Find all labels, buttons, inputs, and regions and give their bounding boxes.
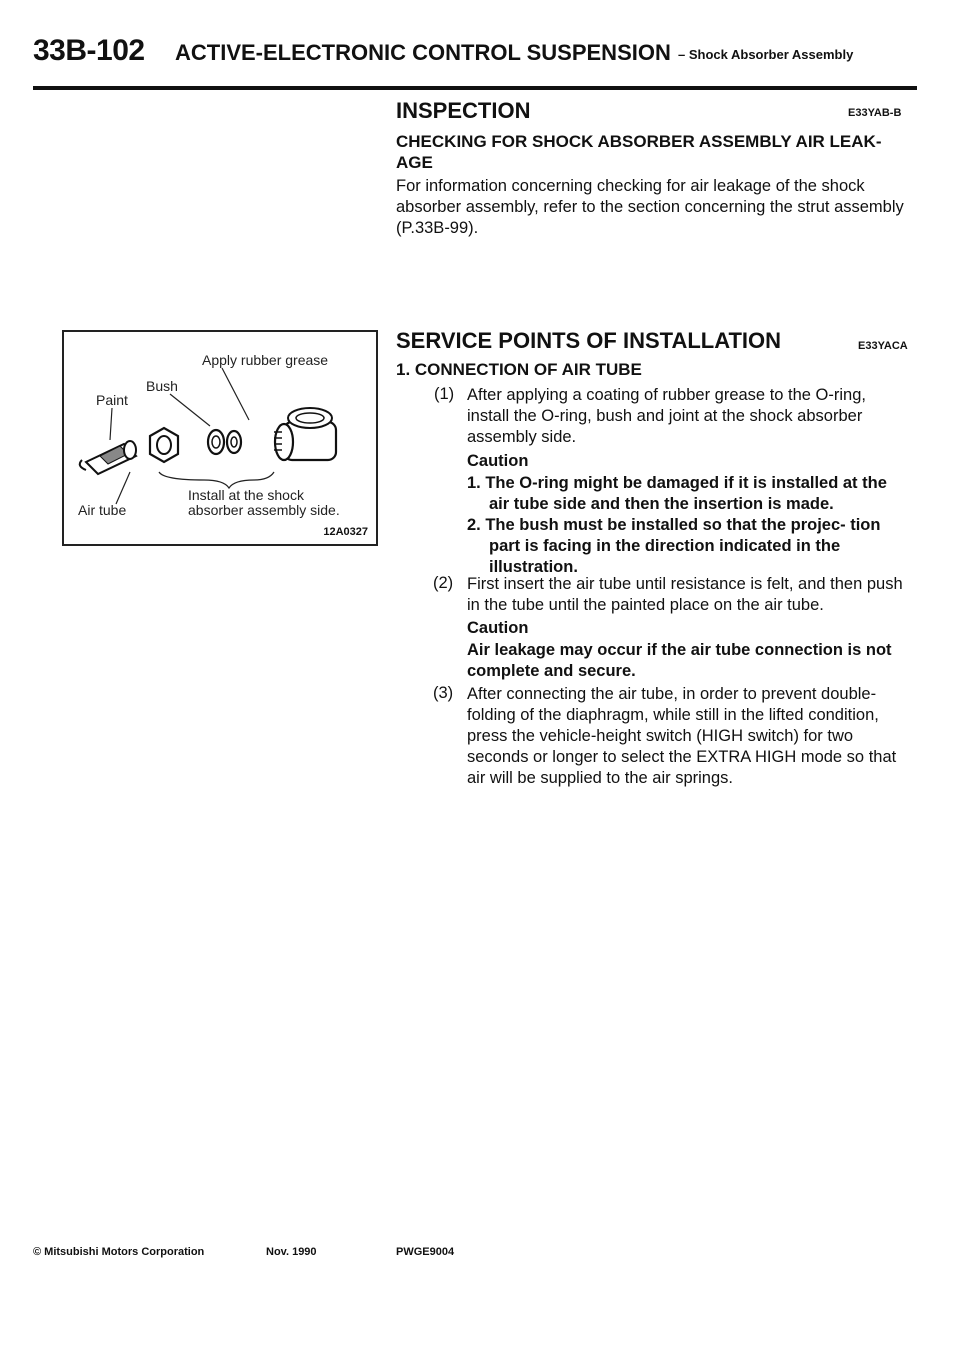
section-title: ACTIVE-ELECTRONIC CONTROL SUSPENSION: [175, 40, 671, 65]
step-3-number: (3): [433, 684, 454, 702]
section-subtitle: – Shock Absorber Assembly: [678, 47, 854, 62]
service-code: E33YACA: [858, 340, 908, 352]
label-air-tube: Air tube: [78, 502, 127, 518]
joint-drawing: [274, 408, 336, 460]
bush-drawing: [208, 430, 241, 454]
service-points-heading: SERVICE POINTS OF INSTALLATION: [396, 328, 782, 353]
air-tube-drawing: [80, 441, 136, 474]
label-bush: Bush: [146, 378, 178, 394]
page-header: [33, 12, 917, 82]
figure-code: 12A0327: [323, 526, 368, 538]
caution-1-title: Caution: [467, 452, 529, 470]
page-number: 33B-102: [33, 34, 145, 67]
step-1-text: After applying a coating of rubber grease to the O-ring, install the O-ring, bush and joint at the shock absorber assembly side.: [467, 386, 866, 446]
step-3-text: After connecting the air tube, in order to prevent double-folding of the diaphragm, while still in the lifted condition, press the vehicle-height switch (HIGH switch) for two seconds or longer to select the EXTRA HIGH mode so that air will be supplied to the air springs.: [467, 685, 897, 787]
caution-2-title: Caution: [467, 619, 529, 637]
step-2-number: (2): [433, 574, 454, 592]
caution-1-item-1: 1. The O-ring might be damaged if it is installed at the air tube side and then the insertion is made.: [467, 474, 887, 513]
drawing: [64, 332, 376, 544]
caution-1-item-2: 2. The bush must be installed so that the projec- tion part is facing in the direction indicated in the illustration.: [467, 516, 881, 576]
header-rule: [33, 86, 917, 90]
inspection-body: For information concerning checking for air leakage of the shock absorber assembly, refer to the section concerning the strut assembly (P.33B-99).: [396, 177, 904, 237]
caution-2-text: Air leakage may occur if the air tube connection is not complete and secure.: [467, 641, 892, 680]
connection-heading: 1. CONNECTION OF AIR TUBE: [396, 360, 642, 379]
footer-doc-code: PWGE9004: [396, 1246, 455, 1258]
step-2-text: First insert the air tube until resistance is felt, and then push in the tube until the painted place on the air tube.: [467, 575, 903, 614]
label-apply-rubber-grease: Apply rubber grease: [202, 352, 329, 368]
footer-date: Nov. 1990: [266, 1246, 317, 1258]
label-paint: Paint: [96, 392, 128, 408]
inspection-heading: INSPECTION: [396, 98, 531, 123]
footer-copyright: © Mitsubishi Motors Corporation: [33, 1246, 205, 1258]
step-1-number: (1): [434, 385, 455, 403]
nut-drawing: [150, 428, 178, 462]
label-install: Install at the shock absorber assembly side.: [188, 487, 340, 518]
inspection-code: E33YAB-B: [848, 107, 902, 119]
air-tube-illustration: [62, 330, 378, 546]
check-air-leakage-heading: CHECKING FOR SHOCK ABSORBER ASSEMBLY AIR LEAK- AGE: [396, 132, 882, 172]
